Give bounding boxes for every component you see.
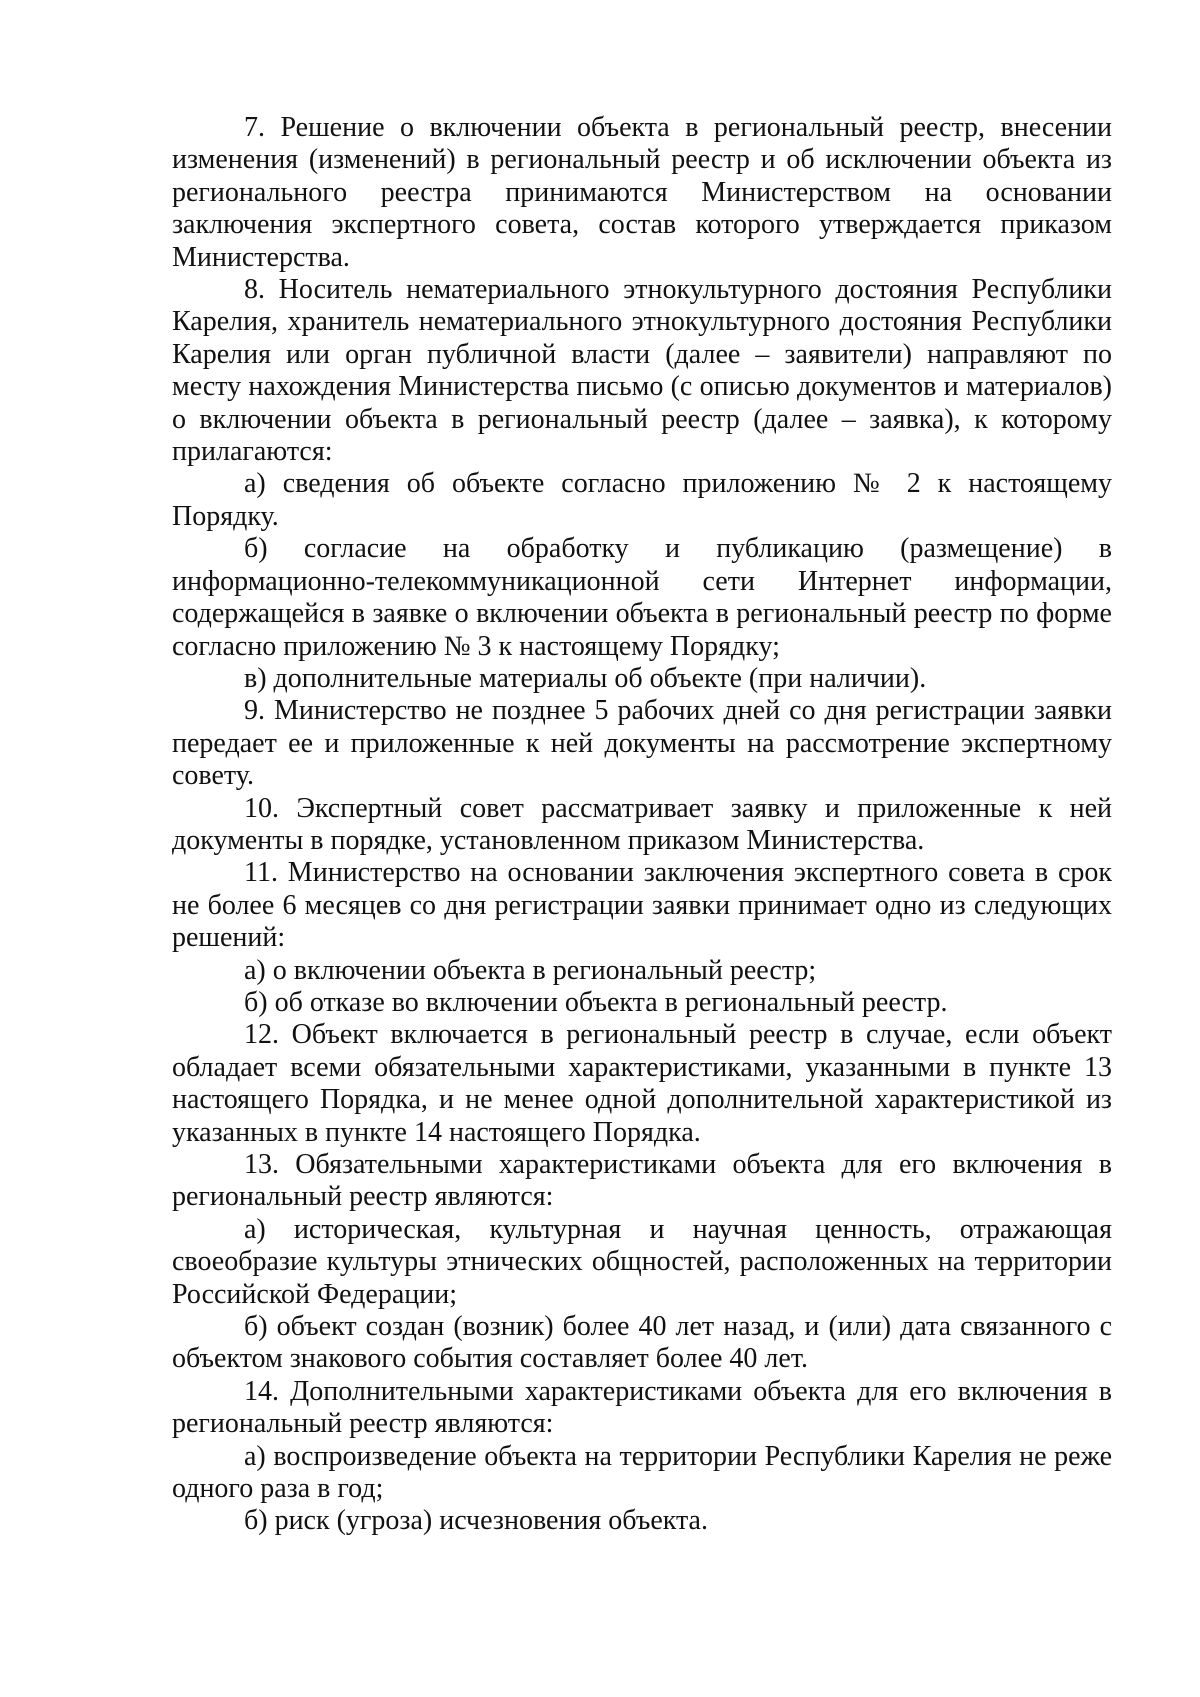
paragraph-item-14: 14. Дополнительными характеристиками объекта для его включения в региональный реестр являются:: [172, 1375, 1112, 1440]
paragraph-item-13b: б) объект создан (возник) более 40 лет назад, и (или) дата связанного с объектом знакового события составляет более 40 лет.: [172, 1311, 1112, 1375]
paragraph-item-14b: б) риск (угроза) исчезновения объекта.: [244, 1505, 708, 1537]
paragraph-item-7: 7. Решение о включении объекта в региональный реестр, внесении изменения (изменений) в региональный реестр и об исключении объекта из регионального реестра принимаются Министерством на основании заключения экспертного совета, состав которого утверждается приказом Министерства.: [172, 112, 1112, 273]
document-body: [172, 112, 1112, 1538]
paragraph-item-13: 13. Обязательными характеристиками объекта для его включения в региональный реестр являются:: [172, 1149, 1112, 1213]
paragraph-item-13a: а) историческая, культурная и научная ценность, отражающая своеобразие культуры этнических общностей, расположенных на территории Российской Федерации;: [172, 1213, 1112, 1310]
paragraph-item-8a: а) сведения об объекте согласно приложению № 2 к настоящему Порядку.: [172, 468, 1112, 532]
paragraph-item-11b: б) об отказе во включении объекта в региональный реестр.: [244, 986, 948, 1018]
paragraph-item-14a: а) воспроизведение объекта на территории Республики Карелия не реже одного раза в год;: [172, 1440, 1112, 1505]
paragraph-item-11: 11. Министерство на основании заключения экспертного совета в срок не более 6 месяцев со дня регистрации заявки принимает одно из следующих решений:: [172, 857, 1112, 954]
paragraph-item-8v: в) дополнительные материалы об объекте (при наличии).: [244, 662, 927, 694]
paragraph-item-12: 12. Объект включается в региональный реестр в случае, если объект обладает всеми обязательными характеристиками, указанными в пункте 13 настоящего Порядка, и не менее одной дополнительной характеристикой из указанных в пункте 14 настоящего Порядка.: [172, 1019, 1112, 1148]
paragraph-item-9: 9. Министерство не позднее 5 рабочих дней со дня регистрации заявки передает ее и приложенные к ней документы на рассмотрение экспертному совету.: [172, 695, 1112, 792]
paragraph-item-10: 10. Экспертный совет рассматривает заявку и приложенные к ней документы в порядке, установленном приказом Министерства.: [172, 792, 1112, 856]
paragraph-item-8: 8. Носитель нематериального этнокультурного достояния Республики Карелия, хранитель нематериального этнокультурного достояния Республики Карелия или орган публичной власти (далее – заявители) направляют по месту нахождения Министерства письмо (с описью документов и материалов) о включении объекта в региональный реестр (далее – заявка), к которому прилагаются:: [172, 274, 1112, 468]
paragraph-item-11a: а) о включении объекта в региональный реестр;: [244, 954, 817, 986]
paragraph-item-8b: б) согласие на обработку и публикацию (размещение) в информационно-телекоммуникационной сети Интернет информации, содержащейся в заявке о включении объекта в региональный реестр по форме согласно приложению № 3 к настоящему Порядку;: [172, 533, 1112, 662]
